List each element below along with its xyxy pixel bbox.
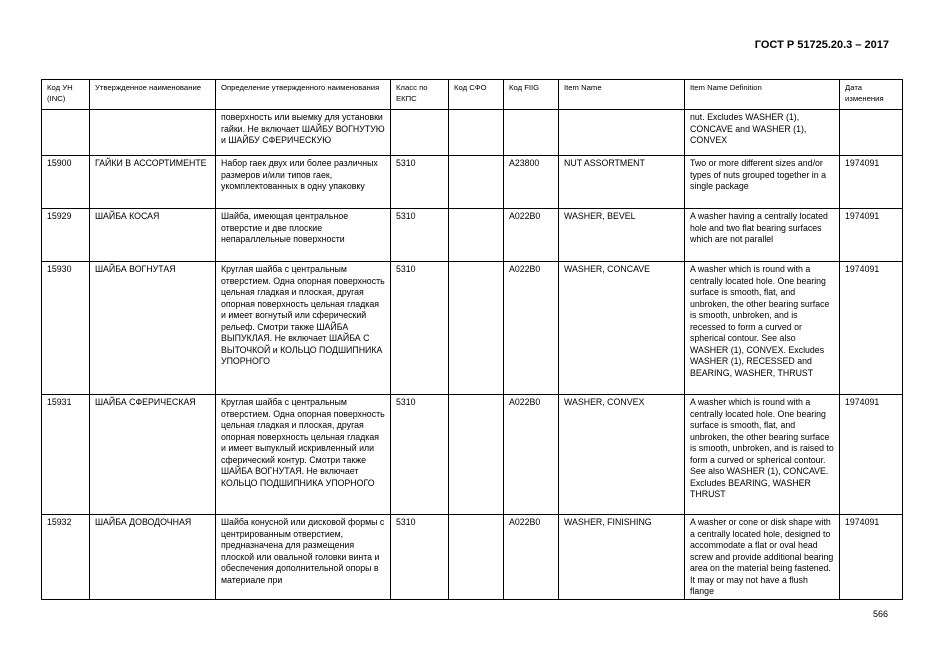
cell-inc <box>42 110 90 156</box>
cell-sfo <box>449 262 504 395</box>
cell-item-name: WASHER, CONCAVE <box>559 262 685 395</box>
page-number: 566 <box>872 609 888 619</box>
cell-definition: Круглая шайба с центральным отверстием. Одна опорная поверхность цельная гладкая и плоская, другая опорная поверхность цельная гладкая и имеет вогнутый или сферический рельеф. Смотри также ШАЙБА ВЫПУКЛАЯ. Не включает ШАЙБА С ВЫТОЧКОЙ и КОЛЬЦО ПОДШИПНИКА УПОРНОГО <box>216 262 391 395</box>
header-fiig: Код FIIG <box>504 80 559 110</box>
cell-fiig: A23800 <box>504 156 559 209</box>
table-row <box>42 209 903 262</box>
header-sfo: Код СФО <box>449 80 504 110</box>
table-row <box>42 262 903 395</box>
cell-inc: 15900 <box>42 156 90 209</box>
cell-definition: Шайба конусной или дисковой формы с центрированным отверстием, предназначена для размещения плоской или овальной головки винта и обеспечения дополнительной опоры в материале при <box>216 515 391 600</box>
cell-fiig <box>504 110 559 156</box>
cell-date: 1974091 <box>840 262 903 395</box>
header-class: Класс по ЕКПС <box>391 80 449 110</box>
cell-item-definition: nut. Excludes WASHER (1), CONCAVE and WASHER (1), CONVEX <box>685 110 840 156</box>
table-row <box>42 515 903 600</box>
catalog-table <box>41 79 903 600</box>
cell-item-name: WASHER, CONVEX <box>559 395 685 515</box>
cell-item-name: WASHER, BEVEL <box>559 209 685 262</box>
cell-class: 5310 <box>391 156 449 209</box>
cell-approved-name: ШАЙБА КОСАЯ <box>90 209 216 262</box>
cell-inc: 15930 <box>42 262 90 395</box>
header-item-definition: Item Name Definition <box>685 80 840 110</box>
cell-sfo <box>449 110 504 156</box>
cell-item-definition: A washer or cone or disk shape with a centrally located hole, designed to accommodate a flat or oval head screw and provide additional bearing area on the material being fastened. It may or may not have a flush flange <box>685 515 840 600</box>
cell-fiig: A022B0 <box>504 262 559 395</box>
cell-item-name: NUT ASSORTMENT <box>559 156 685 209</box>
table-row <box>42 156 903 209</box>
cell-item-definition: A washer which is round with a centrally located hole. One bearing surface is smooth, flat, and unbroken, the other bearing surface is smooth, unbroken, and is raised to form a curved or spherical contour. See also WASHER (1), CONCAVE. Excludes BEARING, WASHER THRUST <box>685 395 840 515</box>
cell-inc: 15931 <box>42 395 90 515</box>
cell-definition: поверхность или выемку для установки гайки. Не включает ШАЙБУ ВОГНУТУЮ и ШАЙБУ СФЕРИЧЕСКУЮ <box>216 110 391 156</box>
cell-item-definition: A washer having a centrally located hole and two flat bearing surfaces which are not parallel <box>685 209 840 262</box>
header-item-name: Item Name <box>559 80 685 110</box>
cell-class: 5310 <box>391 515 449 600</box>
header-date: Дата изменения <box>840 80 903 110</box>
table-row <box>42 110 903 156</box>
cell-item-name <box>559 110 685 156</box>
table-row <box>42 395 903 515</box>
cell-approved-name: ШАЙБА ВОГНУТАЯ <box>90 262 216 395</box>
header-definition: Определение утвержденного наименования <box>216 80 391 110</box>
cell-fiig: A022B0 <box>504 515 559 600</box>
cell-item-definition: A washer which is round with a centrally located hole. One bearing surface is smooth, flat, and unbroken, the other bearing surface is smooth, unbroken, and is recessed to form a curved or spherical contour. See also WASHER (1), CONVEX. Excludes WASHER (1), RECESSED and BEARING, WASHER, THRUST <box>685 262 840 395</box>
cell-date <box>840 110 903 156</box>
cell-sfo <box>449 395 504 515</box>
cell-item-name: WASHER, FINISHING <box>559 515 685 600</box>
table-header-row <box>42 80 903 110</box>
cell-class: 5310 <box>391 262 449 395</box>
cell-class <box>391 110 449 156</box>
document-title: ГОСТ Р 51725.20.3 – 2017 <box>754 39 889 51</box>
cell-definition: Шайба, имеющая центральное отверстие и две плоские непараллельные поверхности <box>216 209 391 262</box>
header-approved-name: Утвержденное наименование <box>90 80 216 110</box>
cell-inc: 15929 <box>42 209 90 262</box>
cell-inc: 15932 <box>42 515 90 600</box>
cell-approved-name: ШАЙБА СФЕРИЧЕСКАЯ <box>90 395 216 515</box>
cell-sfo <box>449 209 504 262</box>
cell-date: 1974091 <box>840 209 903 262</box>
header-inc: Код УН (INC) <box>42 80 90 110</box>
cell-definition: Круглая шайба с центральным отверстием. Одна опорная поверхность цельная гладкая и плоская, другая опорная поверхность цельная гладкая и имеет выпуклый искривленный или сферический контур. Смотри также ШАЙБА ВОГНУТАЯ. Не включает КОЛЬЦО ПОДШИПНИКА УПОРНОГО <box>216 395 391 515</box>
cell-approved-name: ШАЙБА ДОВОДОЧНАЯ <box>90 515 216 600</box>
cell-approved-name <box>90 110 216 156</box>
cell-fiig: A022B0 <box>504 209 559 262</box>
cell-fiig: A022B0 <box>504 395 559 515</box>
cell-date: 1974091 <box>840 156 903 209</box>
cell-approved-name: ГАЙКИ В АССОРТИМЕНТЕ <box>90 156 216 209</box>
cell-sfo <box>449 515 504 600</box>
cell-date: 1974091 <box>840 395 903 515</box>
cell-item-definition: Two or more different sizes and/or types of nuts grouped together in a single package <box>685 156 840 209</box>
cell-date: 1974091 <box>840 515 903 600</box>
cell-class: 5310 <box>391 209 449 262</box>
cell-class: 5310 <box>391 395 449 515</box>
cell-definition: Набор гаек двух или более различных размеров и/или типов гаек, укомплектованных в одну упаковку <box>216 156 391 209</box>
cell-sfo <box>449 156 504 209</box>
